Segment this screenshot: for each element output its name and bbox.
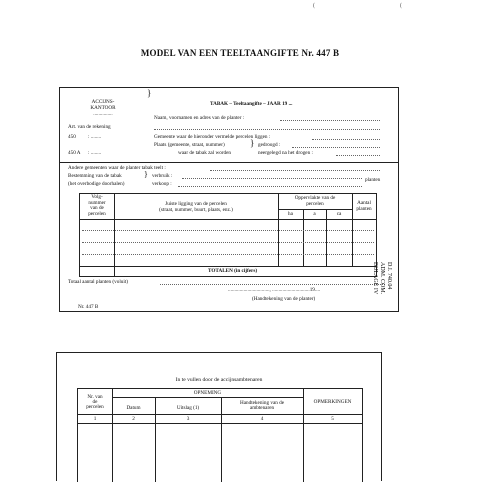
place-label: Plaats (gemeente, straat, nummer) [154, 142, 225, 148]
municipality-label: Gemeente waar de hieronder vermelde percelen liggen : [154, 134, 271, 140]
name-field[interactable] [280, 120, 380, 121]
col-plants-header: Aantal planten [356, 200, 372, 212]
declaration-form [59, 87, 399, 312]
consumption-label: verbruik : [152, 173, 173, 179]
brace-top: } [147, 88, 152, 98]
parcel-table [79, 193, 377, 277]
sale-field[interactable] [178, 186, 362, 187]
dried-field[interactable] [292, 147, 380, 148]
col-num-4: 4 [260, 416, 264, 422]
col-ha: ha [288, 211, 293, 217]
brace-destination: } [144, 170, 148, 179]
dried-label: gedroogd : [258, 142, 281, 148]
sale-label: verkoop : [152, 181, 172, 187]
form-header: TABAK – Teeltaangifte – JAAR 19 ... [210, 101, 293, 107]
divider [60, 162, 398, 163]
total-plants-field[interactable] [160, 284, 385, 285]
account-450a: 450 A [68, 150, 81, 156]
col-seq-header: Volg- nummer van de percelen [88, 194, 106, 217]
other-municipalities-label: Andere gemeenten waar de planter tabak teelt : [68, 165, 166, 171]
inspection-header: In te vullen door de accijnsambtenaren [175, 377, 263, 383]
consumption-field[interactable] [182, 178, 362, 179]
col-ca: ca [336, 211, 342, 217]
account-article-label: Art. van de rekening [68, 124, 111, 130]
corner-mark-left: ( [313, 3, 315, 9]
account-450a-field[interactable]: : ........ [88, 150, 102, 156]
municipality-field[interactable] [312, 139, 380, 140]
recording-header: OPNEMING [193, 390, 222, 396]
col-location-header: Juiste ligging van de percelen (straat, nummer, buurt, plaats, enz.) [159, 201, 233, 213]
col-num-5: 5 [331, 416, 334, 422]
name-label: Naam, voornamen en adres van de planter : [154, 115, 245, 121]
plants-label: planten [365, 177, 381, 183]
signature-label: (Handtekening van de planter) [252, 296, 316, 302]
col-parcel-nr: Nr. van de percelen [86, 394, 104, 410]
col-result: Uitslag (1) [176, 405, 200, 411]
form-number: Nr. 447 B [78, 304, 99, 310]
destination-label: Bestemming van de tabak [68, 173, 122, 179]
office-dots: ............... [93, 111, 113, 117]
other-municipalities-field[interactable] [210, 170, 380, 171]
side-annotation: D.I. 740.04 ADM. COM. BIJLAGE IV [372, 262, 392, 295]
corner-mark-right: ( [400, 3, 402, 9]
col-num-1: 1 [93, 416, 97, 422]
place-label-2: waar de tabak zal worden [178, 150, 231, 156]
col-area-header: Oppervlakte van de percelen [294, 195, 336, 207]
col-num-2: 2 [132, 416, 135, 422]
name-field-2[interactable] [154, 129, 380, 130]
col-remarks: OPMERKINGEN [313, 399, 352, 405]
office-label-1: ACCIJNS- [91, 99, 115, 105]
stored-label: neergelegd na het drogen : [258, 150, 313, 156]
col-signature: Handtekening van de ambtenaren [239, 400, 285, 411]
account-450-field[interactable]: : ........ [88, 134, 102, 140]
col-num-3: 3 [186, 416, 190, 422]
strike-note: (het overbodige doorhalen) [68, 181, 125, 187]
office-label-2: KANTOOR [90, 105, 116, 111]
totals-label: TOTALEN (in cijfers) [208, 268, 258, 274]
total-plants-label: Totaal aantal planten (voluit) [68, 279, 128, 285]
date-line[interactable]: ................................, .............................19.... [228, 287, 321, 293]
account-450: 450 [68, 134, 76, 140]
brace-place: } [250, 138, 255, 148]
col-date: Datum [126, 405, 141, 411]
inspection-table [77, 388, 363, 482]
col-a: a [313, 211, 316, 217]
inspection-form [56, 352, 382, 481]
page-title: MODEL VAN EEN TEELTAANGIFTE Nr. 447 B [140, 48, 340, 58]
stored-field[interactable] [336, 155, 380, 156]
